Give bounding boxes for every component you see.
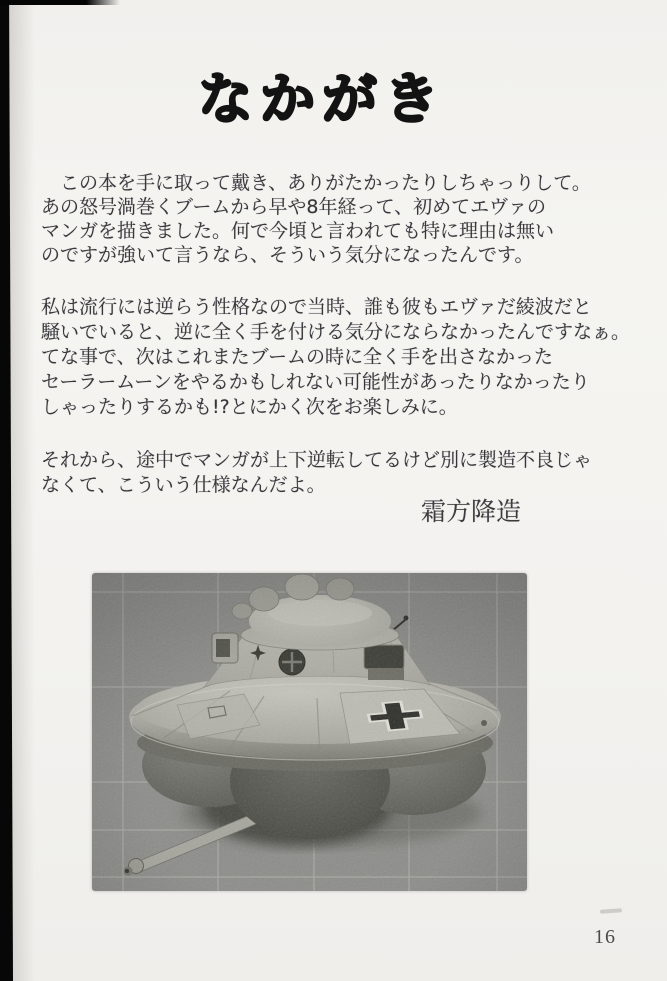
ufo-model-photo — [92, 573, 527, 891]
text-line: あの怒号渦巻くブームから早や8年経って、初めてエヴァの — [41, 196, 546, 218]
photo-grain — [92, 573, 527, 891]
afterword-paragraph-2 — [41, 295, 651, 420]
text-line: てな事で、次はこれまたブームの時に全く手を出さなかった — [41, 346, 554, 368]
text-line: この本を手に取って戴き、ありがたかったりしちゃっりして。 — [41, 172, 591, 194]
author-signature: 霜方降造 — [421, 497, 522, 526]
text-line: セーラームーンをやるかもしれない可能性があったりなかったり — [41, 371, 590, 393]
text-line: 騒いでいると、逆に全く手を付ける気分にならなかったんですなぁ。 — [41, 321, 631, 343]
text-line: しゃったりするかも!?とにかく次をお楽しみに。 — [41, 396, 458, 418]
scan-edge-top — [0, 0, 120, 5]
text-line: のですが強いて言うなら、そういう気分になったんです。 — [41, 244, 534, 266]
page-number: 16 — [594, 926, 616, 948]
text-line: なくて、こういう仕様なんだよ。 — [41, 474, 326, 496]
scan-edge-shadow — [9, 0, 35, 981]
text-line: それから、途中でマンガが上下逆転してるけど別に製造不良じゃ — [41, 449, 593, 471]
text-line: マンガを描きました。何で今頃と言われても特に理由は無い — [41, 220, 555, 242]
print-smudge — [600, 908, 622, 914]
afterword-paragraph-3 — [41, 448, 651, 498]
afterword-paragraph-1 — [41, 171, 651, 267]
page-title: なかがき — [198, 67, 447, 131]
text-line: 私は流行には逆らう性格なので当時、誰も彼もエヴァだ綾波だと — [41, 296, 592, 318]
ufo-model-illustration — [92, 573, 527, 891]
